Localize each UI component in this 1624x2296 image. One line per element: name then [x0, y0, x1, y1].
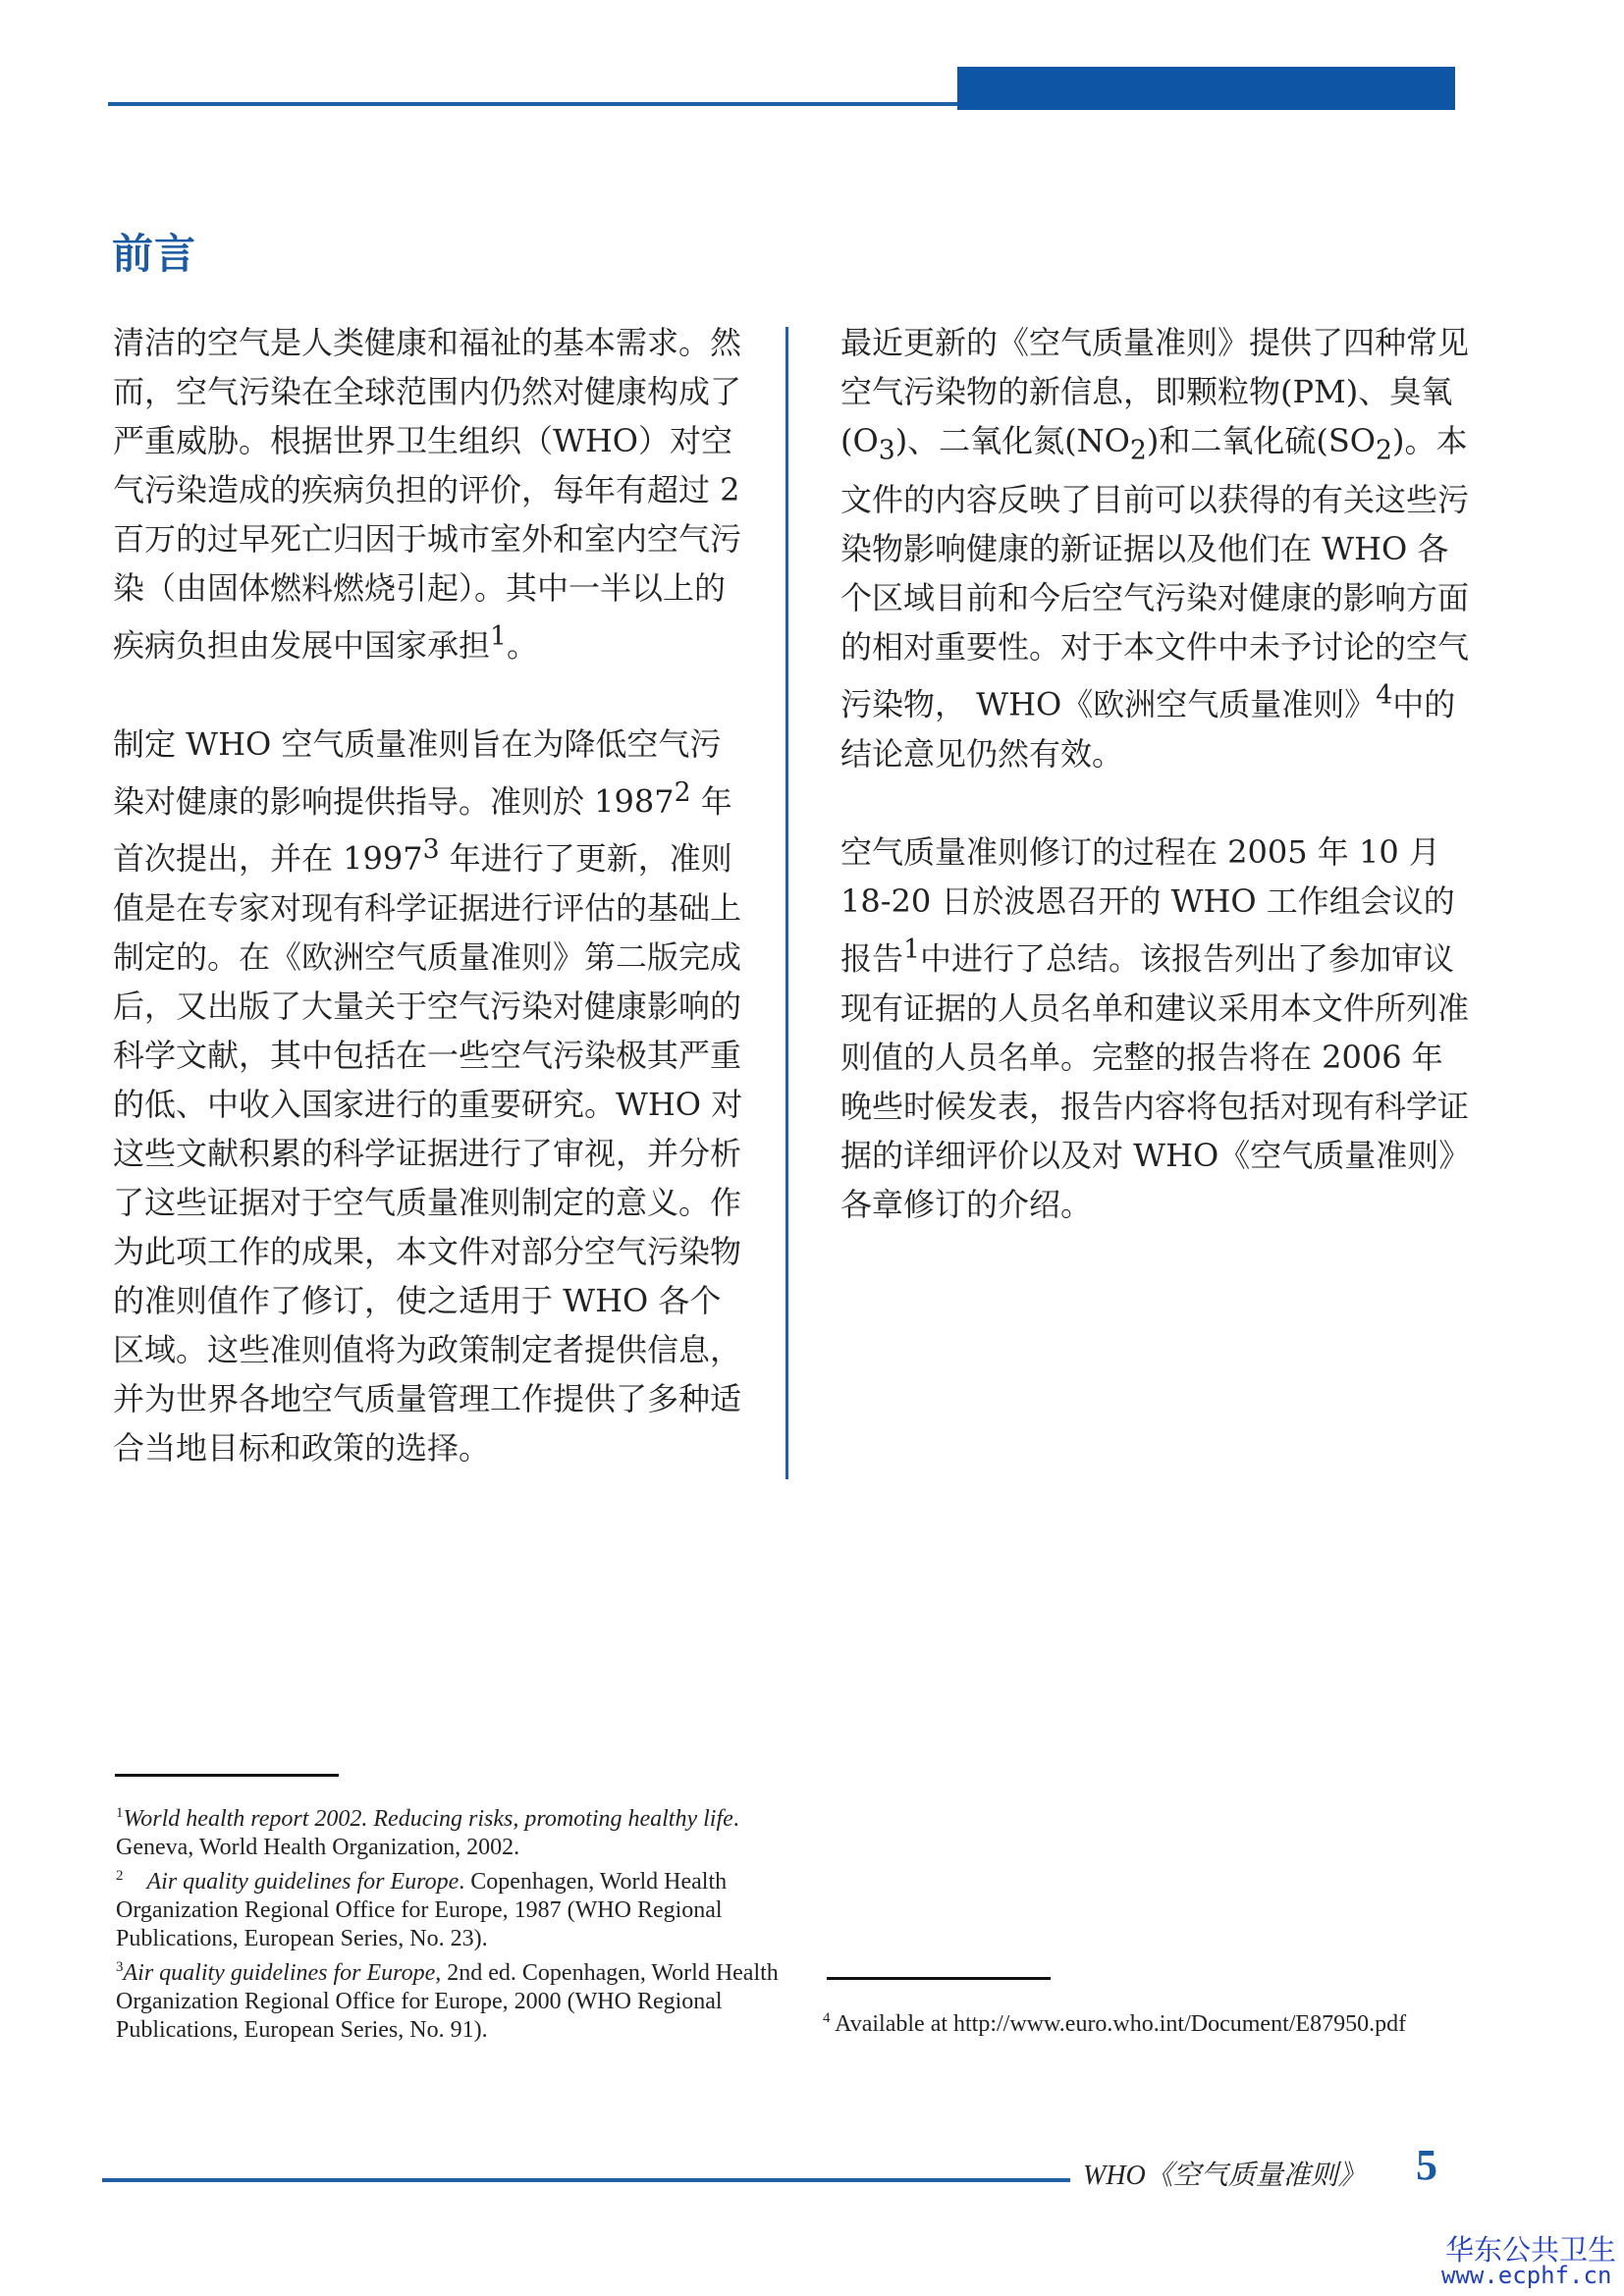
footnote-ref[interactable]: 4	[1376, 680, 1393, 712]
right-column	[840, 318, 1474, 1229]
footnote-rule	[115, 1774, 339, 1777]
paragraph-revision: 空气质量准则修订的过程在 2005 年 10 月 18-20 日於波恩召开的 WHO 工作组会议的报告$^1$中进行了总结。该报告列出了参加审议现有证据的人员名单和建议采用本文件所列准则值的人员名单。完整的报告将在 2006 年晚些时候发表，报告内容将包括对现有科学证据的详细评价以及对 WHO《空气质量准则》各章修订的介绍。	[840, 833, 1471, 1223]
footnote-ref[interactable]: 1	[490, 621, 507, 652]
watermark-text: 华东公共卫生	[1445, 2233, 1617, 2267]
left-column	[113, 318, 751, 1472]
paragraph-pollutants: 最近更新的《空气质量准则》提供了四种常见空气污染物的新信息，即颗粒物(PM)、臭氧$(O_3)$、二氧化氮$(NO_2)$和二氧化硫$(SO_2)$。本文件的内容反映了目前可以获得的有关这些污染物影响健康的新证据以及他们在 WHO 各个区域目前和今后空气污染对健康的影响方面的相对重要性。对于本文件中未予讨论的空气污染物， WHO《欧洲空气质量准则》$^4$中的结论意见仍然有效。	[840, 324, 1470, 774]
footnote-4: $^4$ Available at http://www.euro.who.int/Document/E87950.pdf	[823, 2010, 1407, 2037]
page-number: 5	[1416, 2141, 1437, 2189]
footnote-rule	[827, 1977, 1051, 1980]
watermark-url[interactable]: www.ecphf.cn	[1441, 2262, 1612, 2289]
paragraph-purpose: 制定 WHO 空气质量准则旨在为降低空气污染对健康的影响提供指导。准则於 1987$^2$ 年首次提出，并在 1997$^3$ 年进行了更新，准则值是在专家对现有科学证据进行评估的基础上制定的。在《欧洲空气质量准则》第二版完成后，又出版了大量关于空气污染对健康影响的科学文献，其中包括在一些空气污染极其严重的低、中收入国家进行的重要研究。WHO 对这些文献积累的科学证据进行了审视，并分析了这些证据对于空气质量准则制定的意义。作为此项工作的成果，本文件对部分空气污染物的准则值作了修订，使之适用于 WHO 各个区域。这些准则值将为政策制定者提供信息，并为世界各地空气质量管理工作提供了多种适合当地目标和政策的选择。	[113, 724, 743, 1467]
footnote-ref[interactable]: 1	[903, 934, 920, 966]
footnotes-left	[116, 1799, 784, 2045]
header-block	[957, 67, 1455, 110]
footnote-3: $^3$Air quality guidelines for Europe, 2nd ed. Copenhagen, World Health Organization Regional Office for Europe, 2000 (WHO Regional Publications, European Series, No. 91).	[116, 1959, 779, 2043]
page-title: 前言	[112, 230, 197, 278]
footnote-1: $^1$World health report 2002. Reducing risks, promoting healthy life. Geneva, World Health Organization, 2002.	[116, 1805, 739, 1860]
footnote-ref[interactable]: 3	[422, 834, 440, 866]
running-head: WHO《空气质量准则》	[1083, 2161, 1366, 2191]
paragraph-intro: 清洁的空气是人类健康和福祉的基本需求。然而，空气污染在全球范围内仍然对健康构成了严重威胁。根据世界卫生组织（WHO）对空气污染造成的疾病负担的评价，每年有超过 2 百万的过早死亡归因于城市室外和室内空气污染（由固体燃料燃烧引起）。其中一半以上的疾病负担由发展中国家承担$^1$。	[113, 324, 742, 665]
footnote-ref[interactable]: 2	[674, 776, 691, 808]
footnote-link[interactable]: Available at http://www.euro.who.int/Document/E87950.pdf	[830, 2011, 1407, 2037]
footnote-2: $^2$ Air quality guidelines for Europe. Copenhagen, World Health Organization Regional Office for Europe, 1987 (WHO Regional Publications, European Series, No. 23).	[116, 1868, 728, 1951]
footer-rule	[102, 2178, 1070, 2182]
column-divider	[785, 327, 788, 1479]
header-rule	[108, 102, 962, 106]
